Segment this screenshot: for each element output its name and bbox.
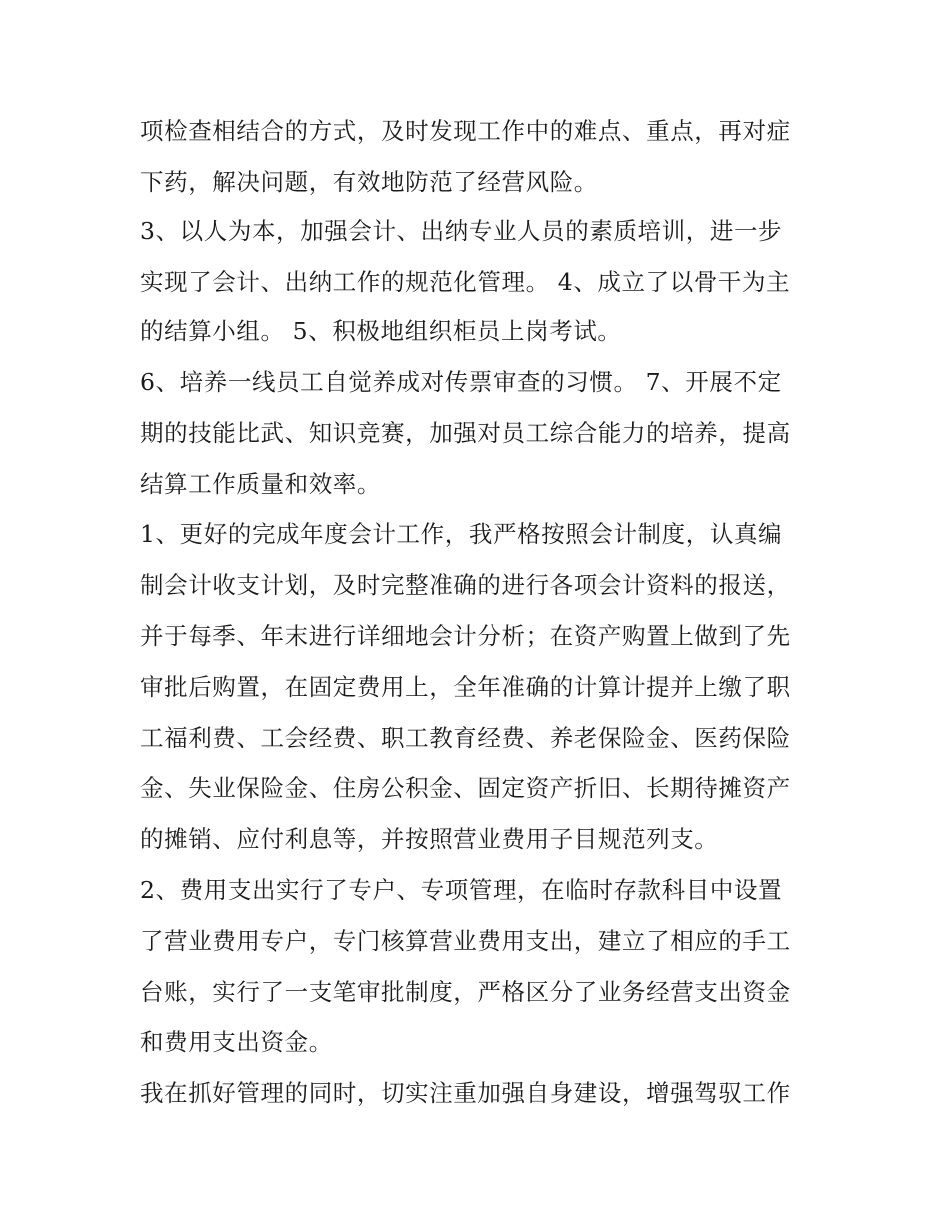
- text-line: 的摊销、应付利息等，并按照营业费用子目规范列支。: [140, 825, 719, 853]
- text-line: 和费用支出资金。: [140, 1028, 333, 1056]
- text-line: 并于每季、年末进行详细地会计分析；在资产购置上做到了先: [140, 622, 791, 650]
- text-line: 1、更好的完成年度会计工作，我严格按照会计制度，认真编: [140, 520, 783, 548]
- text-line: 制会计收支计划，及时完整准确的进行各项会计资料的报送，: [140, 571, 791, 599]
- text-line: 工福利费、工会经费、职工教育经费、养老保险金、医药保险: [140, 724, 791, 752]
- text-line: 2、费用支出实行了专户、专项管理，在临时存款科目中设置: [140, 876, 783, 904]
- text-line: 6、培养一线员工自觉养成对传票审查的习惯。 7、开展不定: [140, 368, 782, 396]
- text-line: 3、以人为本，加强会计、出纳专业人员的素质培训，进一步: [140, 217, 783, 245]
- text-line: 台账，实行了一支笔审批制度，严格区分了业务经营支出资金: [140, 978, 791, 1006]
- text-line: 金、失业保险金、住房公积金、固定资产折旧、长期待摊资产: [140, 774, 791, 802]
- text-line: 我在抓好管理的同时，切实注重加强自身建设，增强驾驭工作: [140, 1079, 791, 1107]
- text-line: 了营业费用专户，专门核算营业费用支出，建立了相应的手工: [140, 927, 791, 955]
- text-line: 下药，解决问题，有效地防范了经营风险。: [140, 168, 598, 196]
- text-line: 的结算小组。 5、积极地组织柜员上岗考试。: [140, 317, 622, 345]
- text-line: 审批后购置，在固定费用上，全年准确的计算计提并上缴了职: [140, 673, 791, 701]
- text-line: 实现了会计、出纳工作的规范化管理。 4、成立了以骨干为主: [140, 268, 791, 296]
- text-line: 结算工作质量和效率。: [140, 470, 381, 498]
- text-line: 项检查相结合的方式，及时发现工作中的难点、重点，再对症: [140, 117, 791, 145]
- text-line: 期的技能比武、知识竞赛，加强对员工综合能力的培养，提高: [140, 419, 791, 447]
